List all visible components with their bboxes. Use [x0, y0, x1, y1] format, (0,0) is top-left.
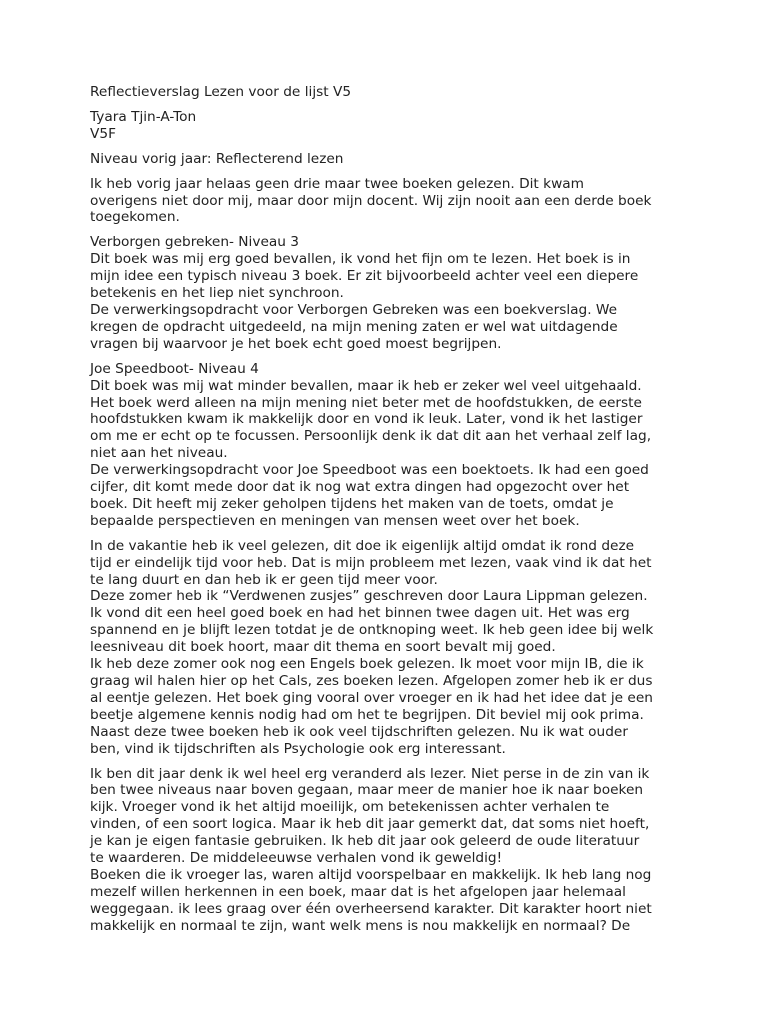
text-line: Het boek werd alleen na mijn mening niet beter met de hoofdstukken, de eerste [90, 394, 642, 411]
text-line: al eentje gelezen. Het boek ging vooral over vroeger en ik had het idee dat je een [90, 689, 653, 706]
text-line: ben twee niveaus naar boven gegaan, maar meer de manier hoe ik naar boeken [90, 782, 644, 799]
text-line: kregen de opdracht uitgedeeld, na mijn mening zaten er wel wat uitdagende [90, 318, 618, 335]
text-line: mijn idee een typisch niveau 3 boek. Er zit bijvoorbeeld achter veel een diepere [90, 268, 639, 285]
text-line: bepaalde perspectieven en meningen van mensen weet over het boek. [90, 512, 580, 529]
text-line: De verwerkingsopdracht voor Joe Speedboot was een boektoets. Ik had een goed [90, 462, 649, 479]
document-title: Reflectieverslag Lezen voor de lijst V5 [90, 84, 352, 100]
text-line: mezelf willen herkennen in een boek, maar dat is het afgelopen jaar helemaal [90, 883, 626, 900]
spacer [90, 143, 690, 151]
document-page [90, 84, 690, 935]
text-line: Deze zomer heb ik “Verdwenen zusjes” geschreven door Laura Lippman gelezen. [90, 588, 648, 605]
text-line: betekenis en het liep niet synchroon. [90, 285, 344, 302]
text-line: overigens niet door mij, maar door mijn docent. Wij zijn nooit aan een derde boek [90, 192, 652, 209]
text-line: vragen bij waarvoor je het boek echt goed moest begrijpen. [90, 335, 502, 352]
paragraph-joe-speedboot [90, 361, 690, 530]
text-line: om me er echt op te focussen. Persoonlijk denk ik dat dit aan het verhaal zelf lag, [90, 428, 652, 445]
class-label: V5F [90, 125, 116, 142]
text-line: vinden, of een soort logica. Maar ik heb dit jaar gemerkt dat, dat soms niet hoeft, [90, 816, 650, 833]
text-line: kijk. Vroeger vond ik het altijd moeilijk, om betekenissen achter verhalen te [90, 799, 610, 816]
text-line: beetje algemene kennis nodig had om het te begrijpen. Dit beviel mij ook prima. [90, 706, 644, 723]
text-line: Ik ben dit jaar denk ik wel heel erg veranderd als lezer. Niet perse in de zin van ik [90, 765, 650, 782]
author-name: Tyara Tjin-A-Ton [90, 108, 197, 125]
spacer [90, 226, 690, 234]
text-line: Dit boek was mij wat minder bevallen, maar ik heb er zeker wel veel uitgehaald. [90, 377, 642, 394]
section-heading: Verborgen gebreken- Niveau 3 [90, 234, 299, 251]
text-line: Dit boek was mij erg goed bevallen, ik vond het fijn om te lezen. Het boek is in [90, 251, 631, 268]
text-line: De verwerkingsopdracht voor Verborgen Gebreken was een boekverslag. We [90, 301, 618, 318]
text-line: Ik vond dit een heel goed boek en had het binnen twee dagen uit. Het was erg [90, 605, 630, 622]
text-line: Boeken die ik vroeger las, waren altijd voorspelbaar en makkelijk. Ik heb lang nog [90, 866, 652, 883]
text-line: In de vakantie heb ik veel gelezen, dit doe ik eigenlijk altijd omdat ik rond deze [90, 537, 635, 554]
paragraph-verborgen-gebreken [90, 234, 690, 352]
text-line: weggegaan. ik lees graag over één overheersend karakter. Dit karakter hoort niet [90, 900, 652, 917]
spacer [90, 168, 690, 176]
text-line: boek. Dit heeft mij zeker geholpen tijdens het maken van de toets, omdat je [90, 495, 614, 512]
paragraph-vakantie [90, 538, 690, 758]
text-line: te waarderen. De middeleeuwse verhalen vond ik geweldig! [90, 850, 503, 867]
spacer [90, 101, 690, 109]
text-line: toegekomen. [90, 209, 180, 226]
text-line: Ik heb deze zomer ook nog een Engels boek gelezen. Ik moet voor mijn IB, die ik [90, 656, 644, 673]
spacer [90, 353, 690, 361]
text-line: ben, vind ik tijdschriften als Psychologie ook erg interessant. [90, 740, 506, 757]
text-line: spannend en je blijft lezen totdat je de ontknoping weet. Ik heb geen idee bij welk [90, 622, 654, 639]
spacer [90, 530, 690, 538]
text-line: niet aan het niveau. [90, 445, 228, 462]
text-line: leesniveau dit boek hoort, maar dit thema en soort bevalt mij goed. [90, 639, 556, 656]
paragraph-reflectie [90, 766, 690, 935]
text-line: je kan je eigen fantasie gebruiken. Ik heb dit jaar ook geleerd de oude literatuur [90, 833, 640, 850]
section-heading: Joe Speedboot- Niveau 4 [90, 360, 259, 377]
text-line: Ik heb vorig jaar helaas geen drie maar twee boeken gelezen. Dit kwam [90, 175, 584, 192]
spacer [90, 758, 690, 766]
text-line: Naast deze twee boeken heb ik ook veel tijdschriften gelezen. Nu ik wat ouder [90, 723, 628, 740]
text-line: cijfer, dit komt mede door dat ik nog wat extra dingen had opgezocht over het [90, 479, 630, 496]
previous-level: Niveau vorig jaar: Reflecterend lezen [90, 150, 344, 167]
text-line: hoofdstukken kwam ik makkelijk door en vond ik leuk. Later, vond ik het lastiger [90, 411, 643, 428]
text-line: tijd er eindelijk tijd voor heb. Dat is mijn probleem met lezen, vaak vind ik dat het [90, 554, 652, 571]
paragraph [90, 176, 690, 227]
text-line: graag wil halen hier op het Cals, zes boeken lezen. Afgelopen zomer heb ik er dus [90, 673, 653, 689]
text-line: makkelijk en normaal te zijn, want welk mens is nou makkelijk en normaal? De [90, 917, 631, 934]
text-line: te lang duurt en dan heb ik er geen tijd meer voor. [90, 571, 438, 588]
